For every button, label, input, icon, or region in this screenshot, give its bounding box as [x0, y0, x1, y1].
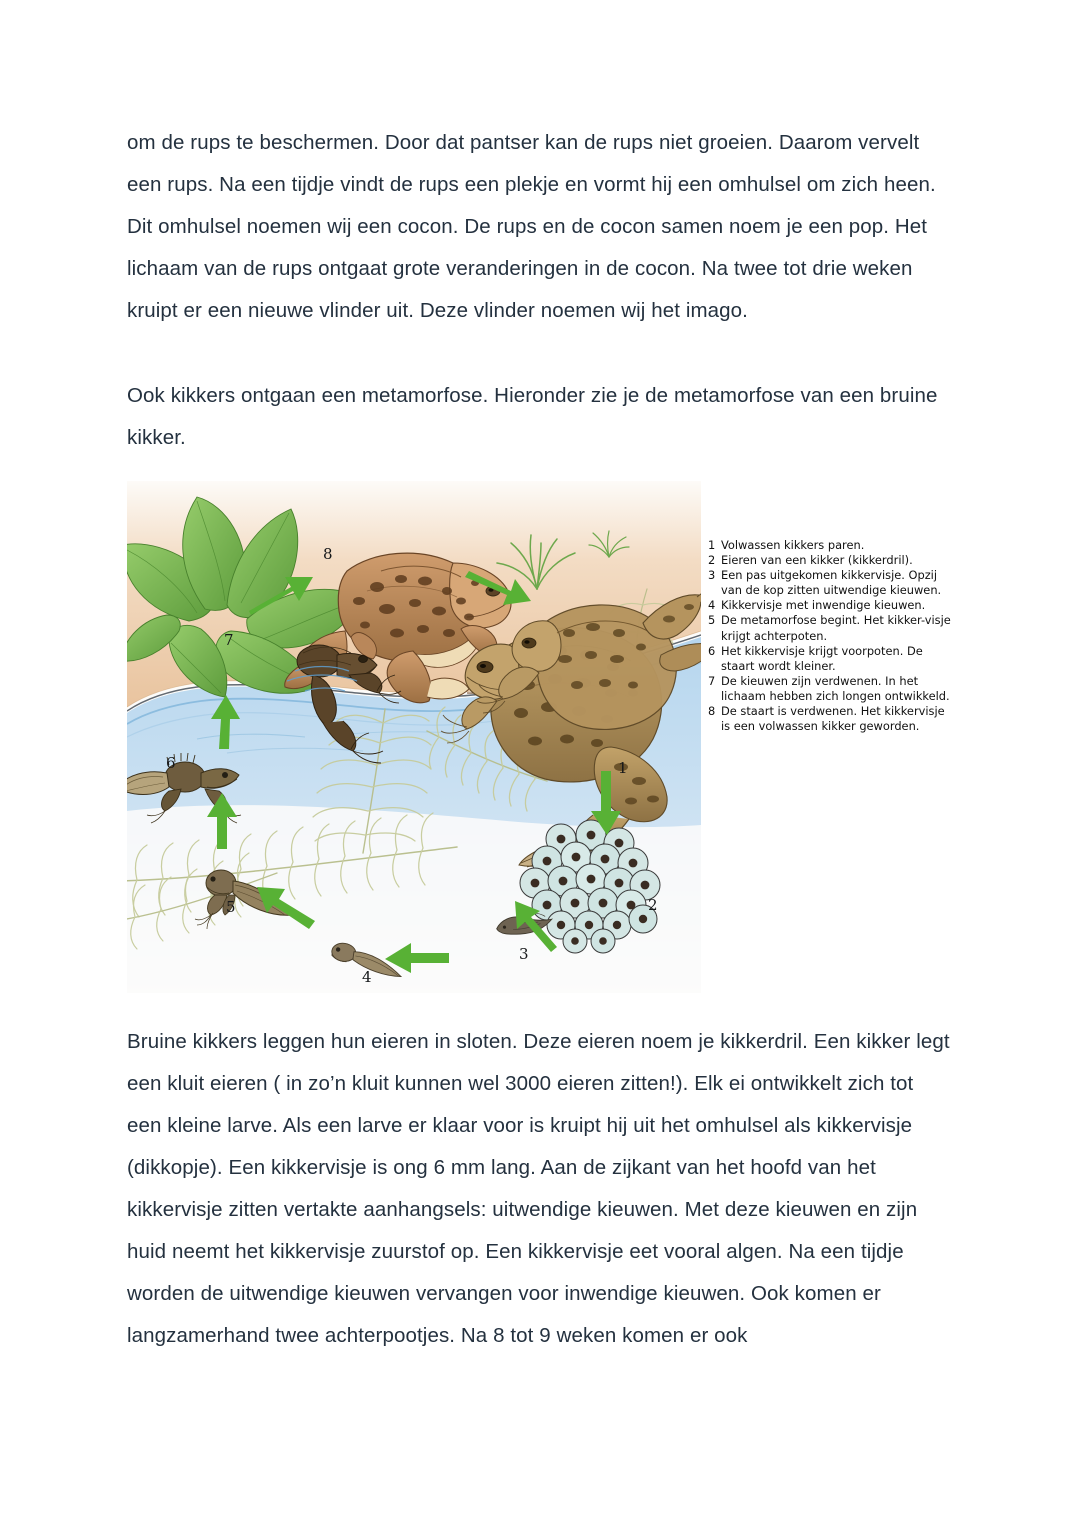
legend-item-4: [708, 598, 953, 613]
legend-item-5: [708, 613, 953, 643]
stage-label-5: 5: [226, 898, 236, 916]
legend-item-6: [708, 644, 953, 674]
stage-label-7: 7: [224, 631, 234, 649]
legend-text-5: De metamorfose begint. Het kikker-visje krijgt achterpoten.: [721, 613, 951, 643]
legend-item-8: [708, 704, 953, 734]
frog-lifecycle-illustration: [127, 481, 701, 993]
stage-label-8: 8: [323, 545, 333, 563]
stage-label-6: 6: [166, 754, 176, 772]
legend-text-2: Eieren van een kikker (kikkerdril).: [721, 553, 913, 568]
legend-text-1: Volwassen kikkers paren.: [721, 538, 865, 552]
legend-item-7: [708, 674, 953, 704]
stage-label-2: 2: [648, 896, 658, 914]
legend-number-1: 1: [708, 538, 716, 552]
legend-number-2: 2: [708, 553, 716, 568]
stage-label-4: 4: [362, 968, 372, 986]
legend-number-8: 8: [708, 704, 716, 719]
legend-item-2: [708, 553, 953, 568]
legend-item-3: [708, 568, 953, 598]
legend-number-6: 6: [708, 643, 716, 658]
paragraph-spacer: [127, 332, 953, 375]
legend-text-7: De kieuwen zijn verdwenen. In het lichaam hebben zich longen ontwikkeld.: [721, 673, 950, 703]
legend-text-4: Kikkervisje met inwendige kieuwen.: [721, 598, 926, 613]
legend-number-7: 7: [708, 673, 716, 688]
figure-spacer: [127, 459, 953, 481]
legend-text-3: Een pas uitgekomen kikkervisje. Opzij van de kop zitten uitwendige kieuwen.: [721, 568, 942, 598]
legend-text-8: De staart is verdwenen. Het kikkervisje is een volwassen kikker geworden.: [721, 704, 945, 734]
paragraph-frog-intro: Ook kikkers ontgaan een metamorfose. Hieronder zie je de metamorfose van een bruine kikker.: [127, 384, 938, 449]
legend-number-4: 4: [708, 598, 716, 613]
frog-lifecycle-figure: [127, 481, 953, 999]
legend-item-1: [708, 538, 953, 553]
paragraph-caterpillar-metamorphosis: om de rups te beschermen. Door dat pantser kan de rups niet groeien. Daarom vervelt een rups. Na een tijdje vindt de rups een plekje en vormt hij een omhulsel om zich heen. Dit omhulsel noemen wij een cocon. De rups en de cocon samen noem je een pop. Het lichaam van de rups ontgaat grote veranderingen in de cocon. Na twee tot drie weken kruipt er een nieuwe vlinder uit. Deze vlinder noemen wij het imago.: [127, 131, 936, 322]
stage-label-3: 3: [519, 945, 529, 963]
page-content: [127, 122, 953, 1357]
stage-label-1: 1: [618, 759, 628, 777]
legend-text-6: Het kikkervisje krijgt voorpoten. De staart wordt kleiner.: [721, 643, 923, 673]
lifecycle-scene-svg: [127, 481, 701, 993]
legend-number-5: 5: [708, 613, 716, 628]
legend-number-3: 3: [708, 568, 716, 583]
figure-legend: [708, 538, 953, 734]
paragraph-frog-eggs-development: Bruine kikkers leggen hun eieren in sloten. Deze eieren noem je kikkerdril. Een kikker legt een kluit eieren ( in zo’n kluit kunnen wel 3000 eieren zitten!). Elk ei ontwikkelt zich tot een kleine larve. Als een larve er klaar voor is kruipt hij uit het omhulsel als kikkervisje (dikkopje). Een kikkervisje is ong 6 mm lang. Aan de zijkant van het hoofd van het kikkervisje zitten vertakte aanhangsels: uitwendige kieuwen. Met deze kieuwen en zijn huid neemt het kikkervisje zuurstof op. Een kikkervisje eet vooral algen. Na een tijdje worden de uitwendige kieuwen vervangen voor inwendige kieuwen. Ook komen er langzamerhand twee achterpootjes. Na 8 tot 9 weken komen er ook: [127, 1030, 950, 1347]
after-figure-spacer: [127, 999, 953, 1021]
